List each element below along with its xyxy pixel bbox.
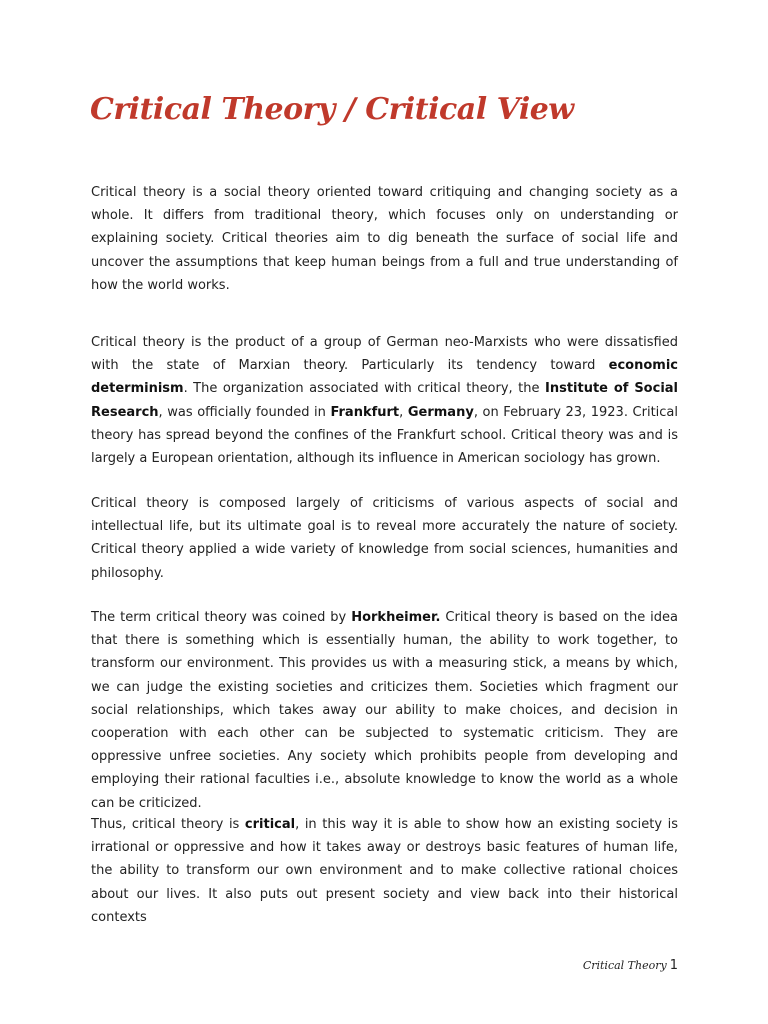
text-run: The term critical theory was coined by bbox=[91, 610, 352, 625]
page-number: 1 bbox=[669, 958, 678, 973]
text-run: , bbox=[399, 404, 408, 420]
footer-label: Critical Theory bbox=[582, 959, 667, 972]
paragraph-4 bbox=[91, 606, 678, 815]
text-run: , on February 23, 1923. Critical theory has spread beyond the confines of the Frankfurt school. Critical theory was and is largely a European orientation, although its influence in American sociology has grown. bbox=[91, 404, 679, 467]
bold-term: economic determinism bbox=[91, 358, 678, 397]
paragraph-2 bbox=[91, 331, 678, 470]
text-run: Critical theory is a social theory oriented toward critiquing and changing society as a whole. It differs from traditional theory, which focuses only on understanding or explaining society. Critical theories aim to dig beneath the surface of social life and uncover the assumptions that keep human beings from a full and true understanding of how the world works. bbox=[91, 185, 678, 293]
text-run: Critical theory is the product of a group of German neo-Marxists who were dissatisfied with the state of Marxian theory. Particularly its tendency toward bbox=[91, 335, 678, 374]
bold-term: critical bbox=[244, 817, 296, 832]
text-run: , was officially founded in bbox=[158, 404, 331, 420]
bold-term: Horkheimer. bbox=[351, 610, 441, 625]
page-footer bbox=[583, 958, 678, 973]
bold-term: Germany bbox=[407, 404, 474, 420]
text-run: Thus, critical theory is bbox=[91, 817, 245, 832]
paragraph-5 bbox=[91, 813, 678, 929]
paragraph-1 bbox=[91, 181, 678, 297]
text-run: Critical theory is based on the idea that there is something which is essentially human, the ability to work together, to transform our environment. This provides us with a measuring stick, a means by which, we can judge the existing societies and criticizes them. Societies which fragment our social relationships, which takes away our ability to make choices, and decision in cooperation with each other can be subjected to systematic criticism. They are oppressive unfree societies. Any society which prohibits people from developing and employing their rational faculties i.e., absolute knowledge to know the world as a whole can be criticized. bbox=[91, 610, 678, 811]
bold-term: Institute of Social Research bbox=[91, 381, 678, 420]
page-title: Critical Theory / Critical View bbox=[90, 92, 574, 127]
text-run: Critical theory is composed largely of criticisms of various aspects of social and intellectual life, but its ultimate goal is to reveal more accurately the nature of society. Critical theory applied a wide variety of knowledge from social sciences, humanities and philosophy. bbox=[91, 496, 678, 581]
bold-term: Frankfurt bbox=[330, 404, 400, 420]
text-run: . The organization associated with critical theory, the bbox=[183, 381, 545, 397]
paragraph-3 bbox=[91, 492, 678, 585]
text-run: , in this way it is able to show how an existing society is irrational or oppressive and how it takes away or destroys basic features of human life, the ability to transform our own environment and to make collective rational choices about our lives. It also puts out present society and view back into their historical contexts bbox=[91, 817, 679, 925]
